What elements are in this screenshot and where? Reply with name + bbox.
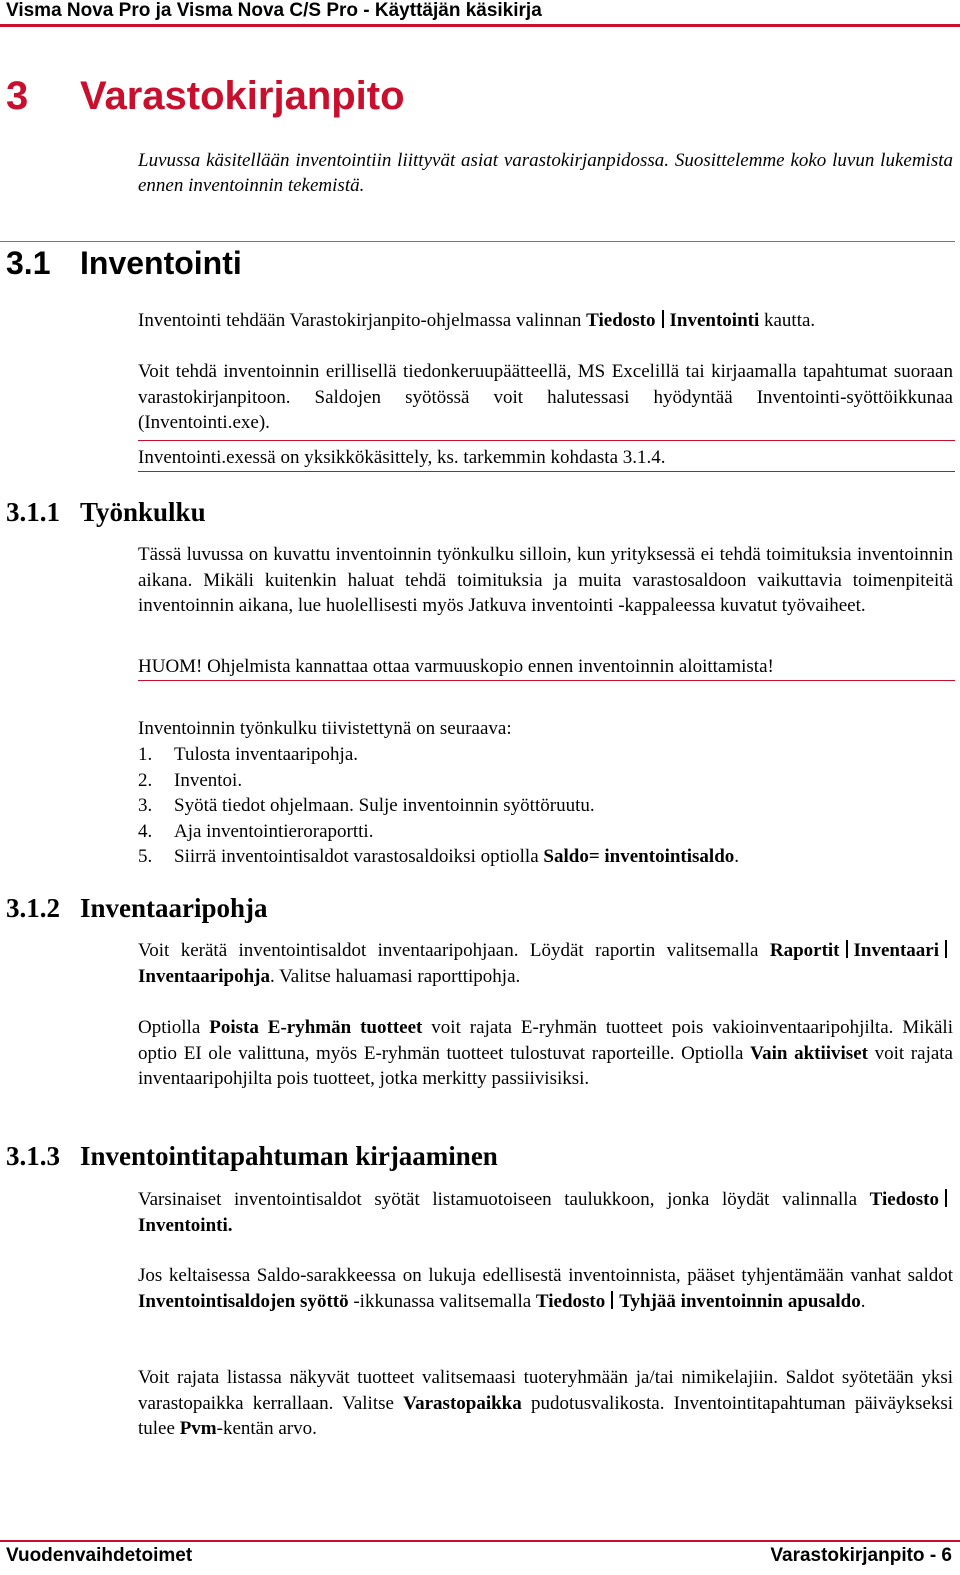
footer-rule bbox=[0, 1540, 960, 1542]
chapter-heading bbox=[6, 74, 405, 119]
menu-separator bbox=[662, 310, 664, 328]
list-item: 2. Inventoi. bbox=[138, 769, 243, 791]
paragraph-3-1-menu: Inventointi tehdään Varastokirjanpito-ohjelmassa valinnan Tiedosto Inventointi kautta. bbox=[138, 310, 816, 331]
chapter-title: Varastokirjanpito bbox=[80, 74, 405, 118]
footer-page: Varastokirjanpito - 6 bbox=[770, 1545, 952, 1566]
header-rule bbox=[0, 24, 960, 27]
subsection-heading-3-1-3: 3.1.3 Inventointitapahtuman kirjaaminen bbox=[6, 1141, 498, 1171]
paragraph-3-1-2-options: Optiolla Poista E-ryhmän tuotteet voit rajata E-ryhmän tuotteet pois vakioinventaaripohjilta. Mikäli optio EI ole valittuna, myös E-ryhmän tuotteet tulostuvat raporteille. Optiolla Vain aktiiviset voit rajata inventaaripohjilta pois tuotteet, jotka merkitty passiivisiksi. bbox=[138, 1017, 953, 1089]
menu-separator bbox=[846, 940, 848, 958]
paragraph-3-1-1: Tässä luvussa on kuvattu inventoinnin työnkulku silloin, kun yrityksessä ei tehdä toimituksia inventoinnin aikana. Mikäli kuitenkin haluat tehdä toimituksia ja muita varastosaldoon vaikuttavia toimenpiteitä inventoinnin aikana, lue huolellisesti myös Jatkuva inventointi -kappaleessa kuvatut työvaiheet. bbox=[138, 544, 953, 616]
note-huom: HUOM! Ohjelmista kannattaa ottaa varmuuskopio ennen inventoinnin aloittamista! bbox=[138, 656, 774, 677]
paragraph-3-1-3-entry: Varsinaiset inventointisaldot syötät listamuotoiseen taulukkoon, jonka löydät valinnalla TiedostoInventointi. bbox=[138, 1187, 953, 1238]
paragraph-3-1-3-clear: Jos keltaisessa Saldo-sarakkeessa on lukuja edellisestä inventoinnista, pääset tyhjentämään vanhat saldot Inventointisaldojen syöttö -ikkunassa valitsemalla Tiedosto Tyhjää inventoinnin apusaldo. bbox=[138, 1265, 953, 1312]
section-divider bbox=[0, 241, 955, 242]
section-number: 3.1 bbox=[6, 245, 51, 281]
chapter-number: 3 bbox=[6, 74, 29, 118]
section-title: Inventointi bbox=[80, 245, 242, 281]
page-header bbox=[0, 0, 960, 28]
list-item: 1. Tulosta inventaaripohja. bbox=[138, 744, 358, 765]
note-rule bbox=[138, 680, 955, 681]
paragraph-3-1-methods: Voit tehdä inventoinnin erillisellä tiedonkeruupäätteellä, MS Excelillä tai kirjaamalla tapahtumat suoraan varastokirjanpitoon. Saldojen syötössä voit halutessasi hyödyntää Inventointi-syöttöikkunaa (Inventointi.exe). bbox=[138, 361, 953, 433]
menu-separator bbox=[945, 1189, 947, 1207]
section-heading-3-1 bbox=[6, 245, 242, 282]
footer-section: Vuodenvaihdetoimet bbox=[6, 1545, 193, 1566]
note-3-1: Inventointi.exessä on yksikkökäsittely, ks. tarkemmin kohdasta 3.1.4. bbox=[138, 447, 666, 468]
note-rule-bottom bbox=[138, 471, 955, 472]
list-item: 5. Siirrä inventointisaldot varastosaldoiksi optiolla Saldo= inventointisaldo. bbox=[138, 846, 740, 867]
workflow-list bbox=[138, 742, 953, 870]
list-item: 4. Aja inventointieroraportti. bbox=[138, 820, 374, 842]
paragraph-3-1-3-filter: Voit rajata listassa näkyvät tuotteet valitsemaasi tuoteryhmään ja/tai nimikelajiin. Saldot syötetään yksi varastopaikka kerrallaan. Valitse Varastopaikka pudotusvalikosta. Inventointitapahtuman päiväykseksi tulee Pvm-kentän arvo. bbox=[138, 1367, 953, 1439]
document-title: Visma Nova Pro ja Visma Nova C/S Pro - Käyttäjän käsikirja bbox=[6, 0, 542, 21]
menu-separator bbox=[611, 1291, 613, 1309]
paragraph-3-1-2-report: Voit kerätä inventointisaldot inventaaripohjaan. Löydät raportin valitsemalla Raportit InventaariInventaaripohja. Valitse haluamasi raporttipohja. bbox=[138, 938, 953, 989]
list-item: 3. Syötä tiedot ohjelmaan. Sulje inventoinnin syöttöruutu. bbox=[138, 795, 595, 816]
workflow-intro: Inventoinnin työnkulku tiivistettynä on seuraava: bbox=[138, 718, 512, 739]
note-rule-top bbox=[138, 440, 955, 441]
chapter-intro: Luvussa käsitellään inventointiin liittyvät asiat varastokirjanpidossa. Suosittelemme koko luvun lukemista ennen inventoinnin tekemistä. bbox=[138, 150, 953, 196]
subsection-heading-3-1-2: 3.1.2 Inventaaripohja bbox=[6, 893, 268, 923]
menu-separator bbox=[945, 940, 947, 958]
subsection-heading-3-1-1: 3.1.1 Työnkulku bbox=[6, 497, 206, 527]
